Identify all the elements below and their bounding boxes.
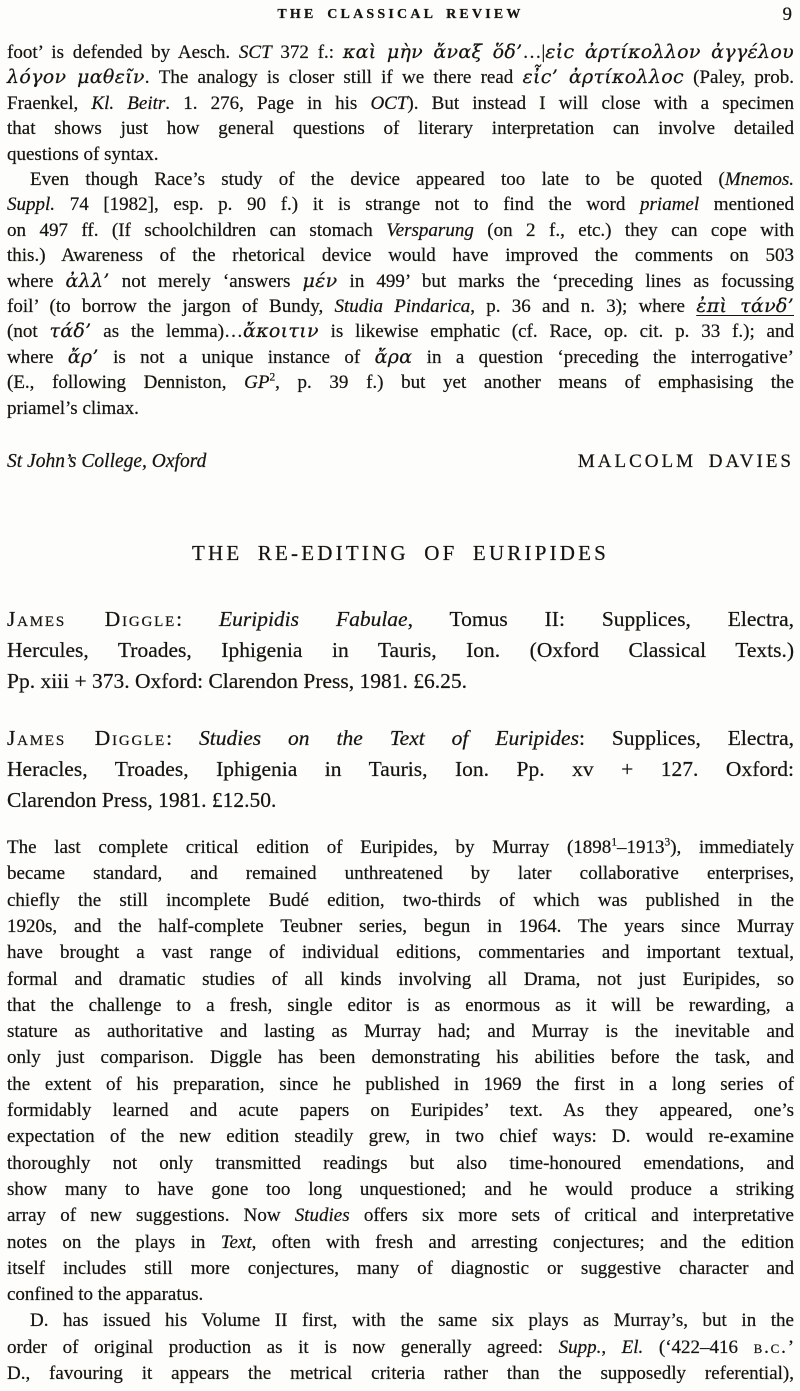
diggle-review-body (7, 835, 794, 1387)
text-line: formidably learned and acute papers on Euripides’ text. As they appeared, one’s (7, 1100, 794, 1122)
text-line: (not τάδ’ as the lemma)…ἄκοιτιν is likewise emphatic (cf. Race, op. cit. p. 33 f.); and (7, 320, 794, 343)
text-line: expectation of the new edition steadily grew, in two chief ways: D. would re-examine (7, 1126, 794, 1148)
text-line: Even though Race’s study of the device appeared too late to be quoted (Mnemos. (30, 169, 794, 191)
review-signature (7, 451, 794, 477)
text-line: where ἀλλ’ not merely ‘answers μέν in 499’ but marks the ‘preceding lines as focussing (7, 269, 794, 292)
text-line: D., favouring it appears the metrical criteria rather than the supposedly referential), (7, 1363, 794, 1385)
text-line: show many to have gone too long unquestioned; and he would produce a striking (7, 1178, 794, 1200)
text-line: foil’ (to borrow the jargon of Bundy, Studia Pindarica, p. 36 and n. 3); where ἐπὶ τάνδ’ (7, 295, 794, 318)
text-line: Hercules, Troades, Iphigenia in Tauris, Ion. (Oxford Classical Texts.) (7, 638, 794, 663)
text-line: formal and dramatic studies of all kinds involving all Drama, not just Euripides, so (7, 968, 794, 990)
davies-review-text (7, 40, 794, 421)
text-line: array of new suggestions. Now Studies offers six more sets of critical and interpretative (7, 1205, 794, 1227)
paragraph-priamel (7, 167, 794, 421)
text-line: James Diggle: Studies on the Text of Euripides: Supplices, Electra, (7, 726, 795, 751)
reviewer-affiliation: St John’s College, Oxford (7, 451, 207, 473)
text-line: chiefly the still incomplete Budé edition, two-thirds of which was published in the (7, 889, 794, 911)
book-citation-1 (7, 604, 794, 697)
page-number: 9 (782, 4, 792, 25)
book-citation-2 (7, 723, 794, 816)
text-line: notes on the plays in Text, often with fresh and arresting conjectures; and the edition (7, 1231, 794, 1253)
paragraph-murray (7, 835, 794, 1308)
text-line: only just comparison. Diggle has been demonstrating his abilities before the task, and (7, 1047, 794, 1069)
journal-title: THE CLASSICAL REVIEW (277, 7, 524, 22)
text-line: on 497 ff. (If schoolchildren can stomach Versparung (on 2 f., etc.) they can cope with (7, 219, 794, 241)
reviewer-name: MALCOLM DAVIES (577, 451, 794, 473)
text-line: D. has issued his Volume II first, with the same six plays as Murray’s, but in the (30, 1310, 794, 1332)
section-heading: THE RE-EDITING OF EURIPIDES (191, 541, 610, 566)
text-line: where ἄρ’ is not a unique instance of ἄρα in a question ‘preceding the interrogative’ (7, 345, 794, 368)
text-line: the extent of his preparation, since he published in 1969 the first in a long series of (7, 1073, 794, 1095)
text-line: confined to the apparatus. (7, 1284, 204, 1306)
text-line: have brought a vast range of individual editions, commentaries and important textual, (7, 942, 794, 964)
text-line: order of original production as it is now generally agreed: Supp., El. (‘422–416 b.c.’ (7, 1336, 795, 1358)
text-line: Pp. xiii + 373. Oxford: Clarendon Press, 1981. £6.25. (7, 669, 468, 694)
text-line: Fraenkel, Kl. Beitr. 1. 276, Page in his OCT). But instead I will close with a specimen (7, 92, 794, 114)
text-line: thoroughly not only transmitted readings but also time-honoured emendations, and (7, 1152, 794, 1174)
text-line: priamel’s climax. (7, 397, 139, 419)
text-line: that shows just how general questions of literary interpretation can involve detailed (7, 118, 794, 140)
text-line: questions of syntax. (7, 143, 159, 165)
text-line: λόγον μαθεῖν. The analogy is closer still if we there read εἶϲ’ ἀρτίκολλοϲ (Paley, prob. (7, 66, 794, 89)
text-line: stature as authoritative and lasting as Murray had; and Murray is the inevitable and (7, 1021, 794, 1043)
paragraph-volume-two (7, 1308, 794, 1387)
paragraph-continuation (7, 40, 794, 167)
text-line: (E., following Denniston, $GP^2$, p. 39 f.) but yet another means of emphasising the (7, 371, 794, 394)
text-line: itself includes still more conjectures, many of diagnostic or suggestive character and (7, 1257, 794, 1279)
text-line: Suppl. 74 [1982], esp. p. 90 f.) it is strange not to find the word priamel mentioned (7, 194, 794, 216)
running-head (7, 4, 794, 28)
text-line: James Diggle: Euripidis Fabulae, Tomus II: Supplices, Electra, (7, 607, 794, 632)
text-line: this.) Awareness of the rhetorical device would have improved the comments on 503 (7, 245, 794, 267)
text-line: The last complete critical edition of Euripides, by Murray (1898$^1$–1913$^3$), immediately (7, 836, 794, 859)
text-line: became standard, and remained unthreatened by later collaborative enterprises, (7, 863, 794, 885)
text-line: that the challenge to a fresh, single editor is as enormous as it will be rewarding, a (7, 994, 794, 1016)
text-line: foot’ is defended by Aesch. SCT 372 f.: καὶ μὴν ἄναξ ὅδ’…|εἰϲ ἀρτίκολλον ἀγγέλου (7, 41, 794, 63)
text-line: Heracles, Troades, Iphigenia in Tauris, Ion. Pp. xv + 127. Oxford: (7, 757, 794, 782)
text-line: 1920s, and the half-complete Teubner series, begun in 1964. The years since Murray (7, 915, 794, 937)
text-line: Clarendon Press, 1981. £12.50. (7, 788, 277, 813)
